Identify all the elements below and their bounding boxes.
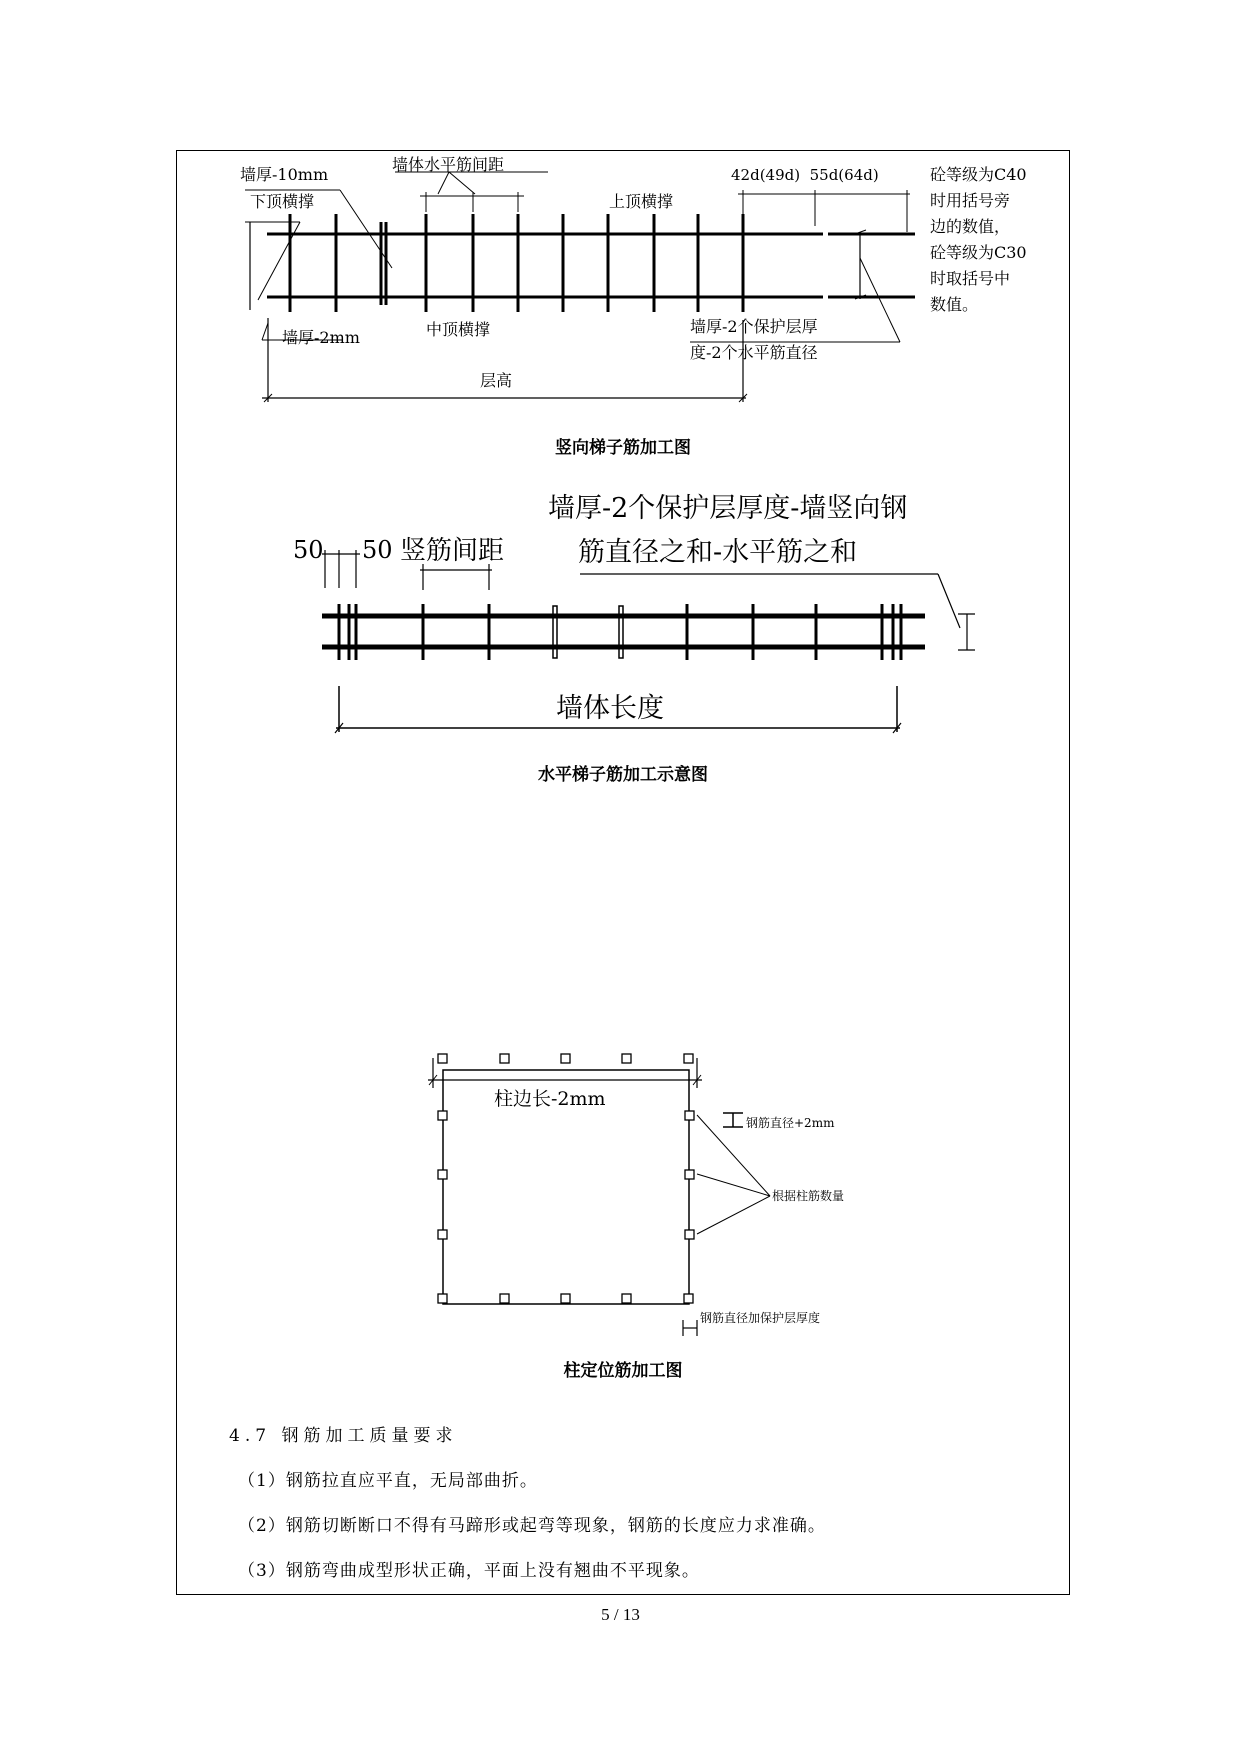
label-dim-50b: 50 bbox=[362, 536, 393, 564]
caption-column-positioning: 柱定位筋加工图 bbox=[563, 1361, 683, 1381]
note-line-2: 时用括号旁 bbox=[930, 191, 1011, 210]
note-line-1: 砼等级为C40 bbox=[930, 165, 1027, 184]
requirement-item-2: （2）钢筋切断断口不得有马蹄形或起弯等现象，钢筋的长度应力求准确。 bbox=[238, 1516, 826, 1536]
label-side-length: 柱边长-2mm bbox=[494, 1088, 606, 1110]
caption-horizontal-ladder: 水平梯子筋加工示意图 bbox=[538, 765, 708, 785]
label-floor-height: 层高 bbox=[480, 371, 513, 390]
page-number: 5 / 13 bbox=[601, 1605, 640, 1624]
note-line-3: 边的数值， bbox=[930, 217, 1011, 236]
caption-vertical-ladder: 竖向梯子筋加工图 bbox=[555, 438, 691, 458]
note-line-4: 砼等级为C30 bbox=[930, 243, 1027, 262]
note-line-5: 时取括号中 bbox=[930, 269, 1011, 288]
label-lap-length: 42d(49d) 55d(64d) bbox=[731, 166, 879, 184]
label-cover-line1: 墙厚-2个保护层厚 bbox=[690, 317, 818, 336]
label-upper-brace: 上顶横撑 bbox=[609, 192, 674, 211]
vertical-ladder-diagram bbox=[0, 0, 1241, 440]
label-wall-thk-2: 墙厚-2mm bbox=[282, 328, 360, 347]
section-title: 4.7 钢筋加工质量要求 bbox=[229, 1426, 458, 1446]
label-bar-diameter: 钢筋直径+2mm bbox=[746, 1116, 835, 1130]
label-wall-thk-10: 墙厚-10mm bbox=[240, 165, 329, 184]
label-cover-line2: 度-2个水平筋直径 bbox=[690, 343, 818, 362]
note-line-6: 数值。 bbox=[930, 295, 979, 314]
column-positioning-diagram bbox=[0, 1040, 1241, 1340]
horizontal-ladder-diagram bbox=[0, 470, 1241, 750]
requirement-item-3: （3）钢筋弯曲成型形状正确，平面上没有翘曲不平现象。 bbox=[238, 1561, 700, 1581]
label-bar-cover: 钢筋直径加保护层厚度 bbox=[700, 1311, 821, 1325]
label-by-count: 根据柱筋数量 bbox=[772, 1189, 845, 1203]
label-wall-length: 墙体长度 bbox=[556, 693, 664, 724]
label-lower-brace: 下顶横撑 bbox=[250, 192, 315, 211]
requirement-item-1: （1）钢筋拉直应平直，无局部曲折。 bbox=[238, 1471, 538, 1491]
label-dim-50a: 50 bbox=[293, 536, 324, 564]
label-horiz-spacing: 墙体水平筋间距 bbox=[392, 155, 505, 174]
label-vert-spacing: 竖筋间距 bbox=[400, 536, 505, 566]
label-mid-brace: 中顶横撑 bbox=[426, 320, 491, 339]
label-formula-line1: 墙厚-2个保护层厚度-墙竖向钢 bbox=[548, 493, 908, 524]
label-formula-line2: 筋直径之和-水平筋之和 bbox=[578, 537, 858, 568]
